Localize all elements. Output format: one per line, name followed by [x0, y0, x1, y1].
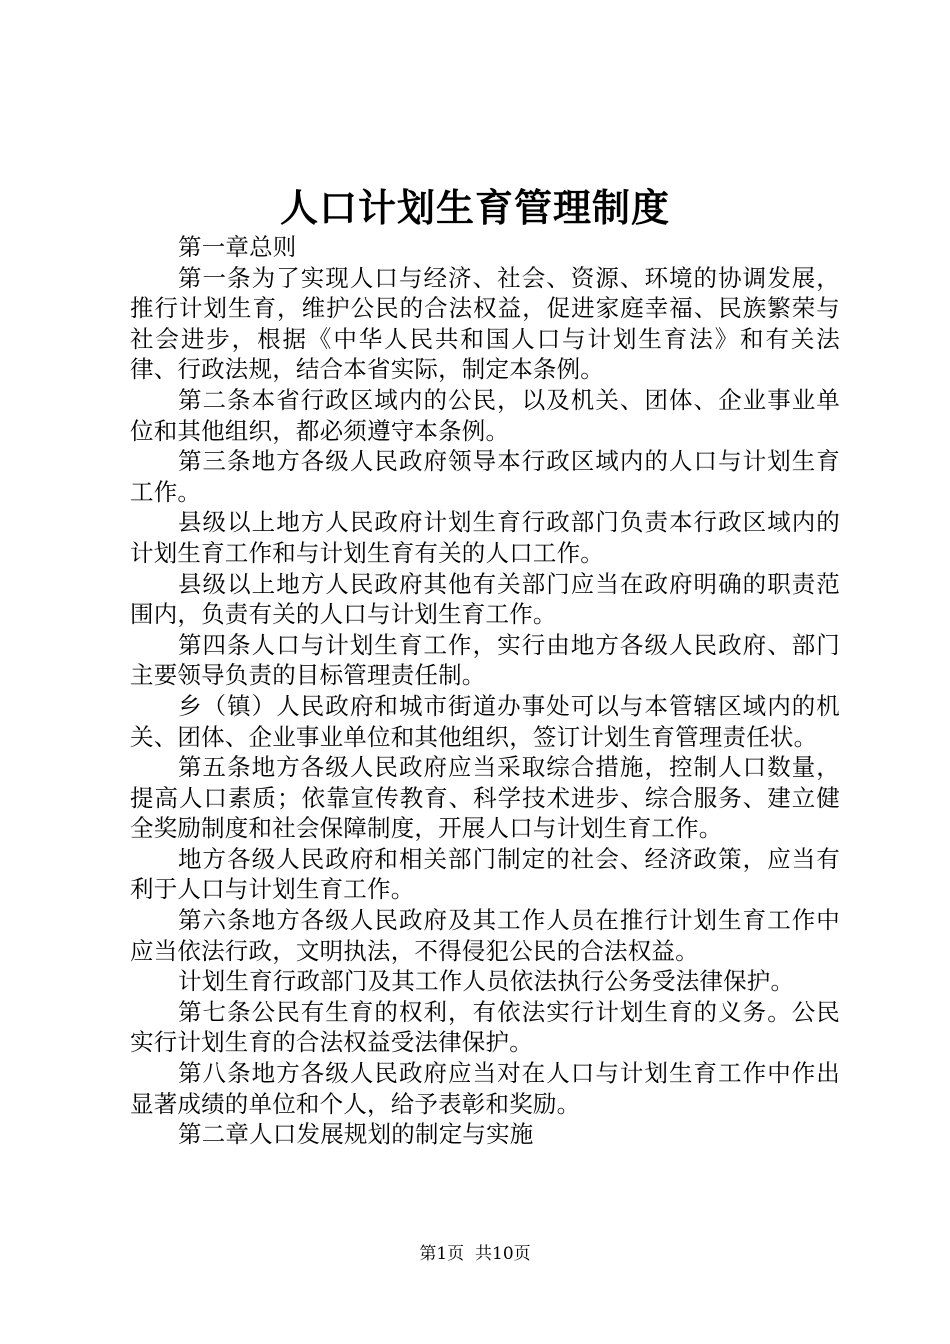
paragraph: 县级以上地方人民政府其他有关部门应当在政府明确的职责范围内，负责有关的人口与计划生育工作。 [130, 569, 840, 629]
paragraph: 第四条人口与计划生育工作，实行由地方各级人民政府、部门主要领导负责的目标管理责任制。 [130, 630, 840, 690]
chapter-heading: 第一章总则 [178, 233, 297, 261]
paragraph: 第六条地方各级人民政府及其工作人员在推行计划生育工作中应当依法行政，文明执法，不得侵犯公民的合法权益。 [130, 906, 840, 965]
document-body [130, 232, 840, 1150]
paragraph: 第七条公民有生育的权利，有依法实行计划生育的义务。公民实行计划生育的合法权益受法律保护。 [130, 997, 840, 1057]
paragraph: 计划生育行政部门及其工作人员依法执行公务受法律保护。 [178, 967, 795, 996]
paragraph: 县级以上地方人民政府计划生育行政部门负责本行政区域内的计划生育工作和与计划生育有关的人口工作。 [130, 508, 840, 567]
document-title: 人口计划生育管理制度 [279, 185, 670, 230]
paragraph: 第一条为了实现人口与经济、社会、资源、环境的协调发展，推行计划生育，维护公民的合法权益，促进家庭幸福、民族繁荣与社会进步，根据《中华人民共和国人口与计划生育法》和有关法律、行政法规，结合本省实际，制定本条例。 [130, 263, 840, 384]
chapter-heading: 第二章人口发展规划的制定与实施 [178, 1120, 534, 1149]
paragraph: 第八条地方各级人民政府应当对在人口与计划生育工作中作出显著成绩的单位和个人，给予表彰和奖励。 [130, 1059, 840, 1118]
paragraph: 第三条地方各级人民政府领导本行政区域内的人口与计划生育工作。 [130, 447, 840, 506]
paragraph: 地方各级人民政府和相关部门制定的社会、经济政策，应当有利于人口与计划生育工作。 [130, 844, 840, 904]
paragraph: 第五条地方各级人民政府应当采取综合措施，控制人口数量，提高人口素质；依靠宣传教育、科学技术进步、综合服务、建立健全奖励制度和社会保障制度，开展人口与计划生育工作。 [130, 753, 840, 843]
page-number: 第1页 [419, 1244, 465, 1264]
paragraph: 第二条本省行政区域内的公民，以及机关、团体、企业事业单位和其他组织，都必须遵守本条例。 [130, 385, 840, 445]
page-footer [0, 1242, 950, 1266]
page-total: 共10页 [475, 1244, 531, 1264]
footer-spacer [464, 1244, 475, 1264]
paragraph: 乡（镇）人民政府和城市街道办事处可以与本管辖区域内的机关、团体、企业事业单位和其他组织，签订计划生育管理责任状。 [130, 691, 840, 751]
